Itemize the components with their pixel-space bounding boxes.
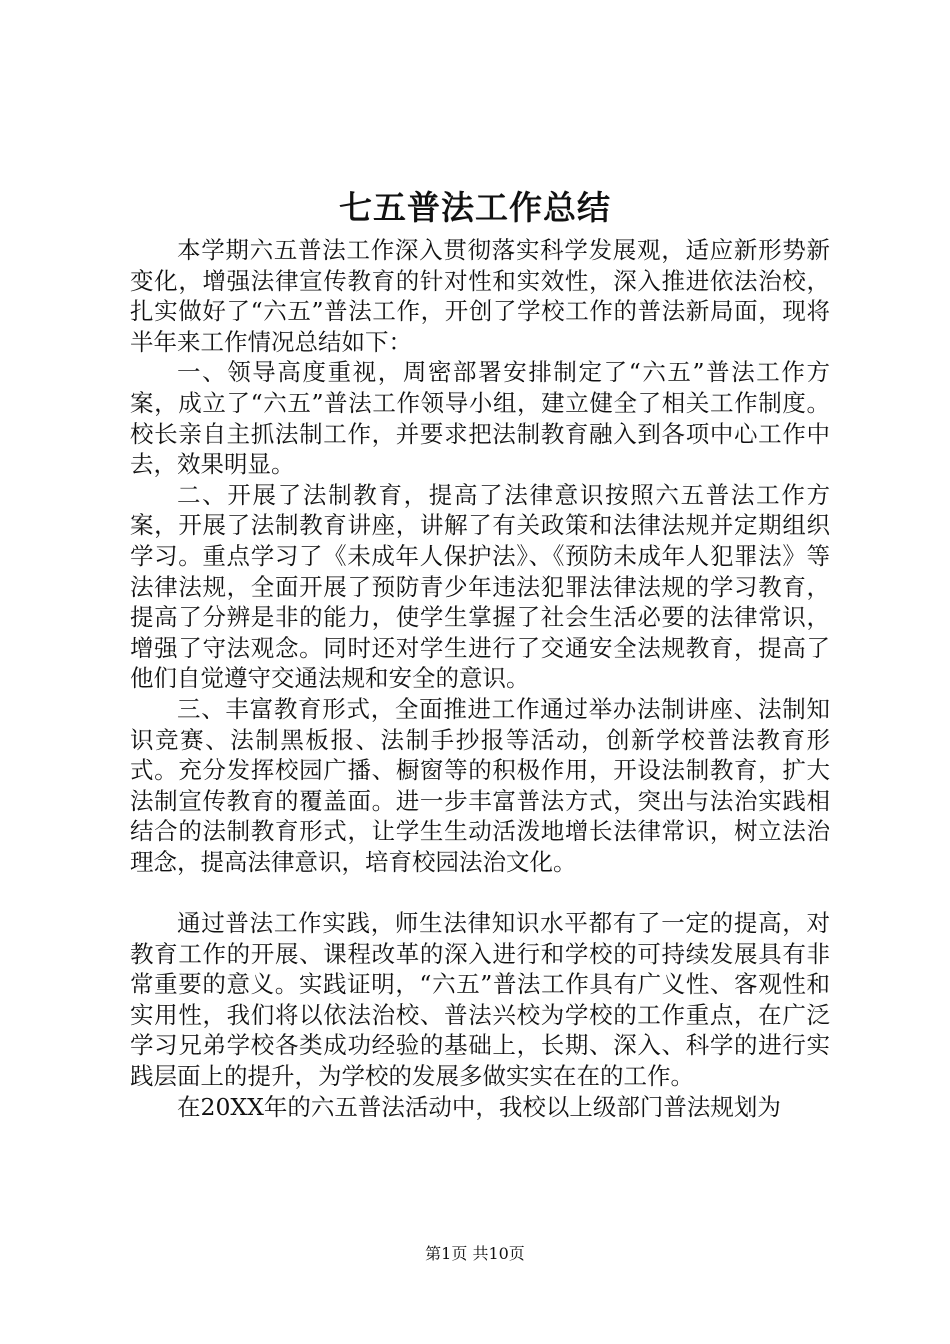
- page-number: 第1页 共10页: [425, 1244, 525, 1263]
- document-body: [130, 235, 830, 1122]
- paragraph-section-1: 一、领导高度重视，周密部署安排制定了“六五”普法工作方案，成立了“六五”普法工作领导小组，建立健全了相关工作制度。校长亲自主抓法制工作，并要求把法制教育融入到各项中心工作中去，效果明显。: [130, 358, 830, 479]
- document-title: 七五普法工作总结: [339, 188, 611, 227]
- paragraph-intro: 本学期六五普法工作深入贯彻落实科学发展观，适应新形势新变化，增强法律宣传教育的针对性和实效性，深入推进依法治校，扎实做好了“六五”普法工作，开创了学校工作的普法新局面，现将半年来工作情况总结如下：: [130, 236, 830, 356]
- paragraph-section-2: 二、开展了法制教育，提高了法律意识按照六五普法工作方案，开展了法制教育讲座，讲解了有关政策和法律法规并定期组织学习。重点学习了《未成年人保护法》、《预防未成年人犯罪法》等法律法规，全面开展了预防青少年违法犯罪法律法规的学习教育，提高了分辨是非的能力，使学生掌握了社会生活必要的法律常识，增强了守法观念。同时还对学生进行了交通安全法规教育，提高了他们自觉遵守交通法规和安全的意识。: [130, 480, 830, 693]
- paragraph-spacer: [130, 877, 830, 908]
- paragraph-continued: 在20XX年的六五普法活动中，我校以上级部门普法规划为: [177, 1092, 781, 1121]
- paragraph-conclusion: 通过普法工作实践，师生法律知识水平都有了一定的提高，对教育工作的开展、课程改革的深入进行和学校的可持续发展具有非常重要的意义。实践证明，“六五”普法工作具有广义性、客观性和实用性，我们将以依法治校、普法兴校为学校的工作重点，在广泛学习兄弟学校各类成功经验的基础上，长期、深入、科学的进行实践层面上的提升，为学校的发展多做实实在在的工作。: [130, 909, 830, 1091]
- paragraph-section-3: 三、丰富教育形式，全面推进工作通过举办法制讲座、法制知识竞赛、法制黑板报、法制手抄报等活动，创新学校普法教育形式。充分发挥校园广播、橱窗等的积极作用，开设法制教育，扩大法制宣传教育的覆盖面。进一步丰富普法方式，突出与法治实践相结合的法制教育形式，让学生生动活泼地增长法律常识，树立法治理念，提高法律意识，培育校园法治文化。: [130, 694, 830, 876]
